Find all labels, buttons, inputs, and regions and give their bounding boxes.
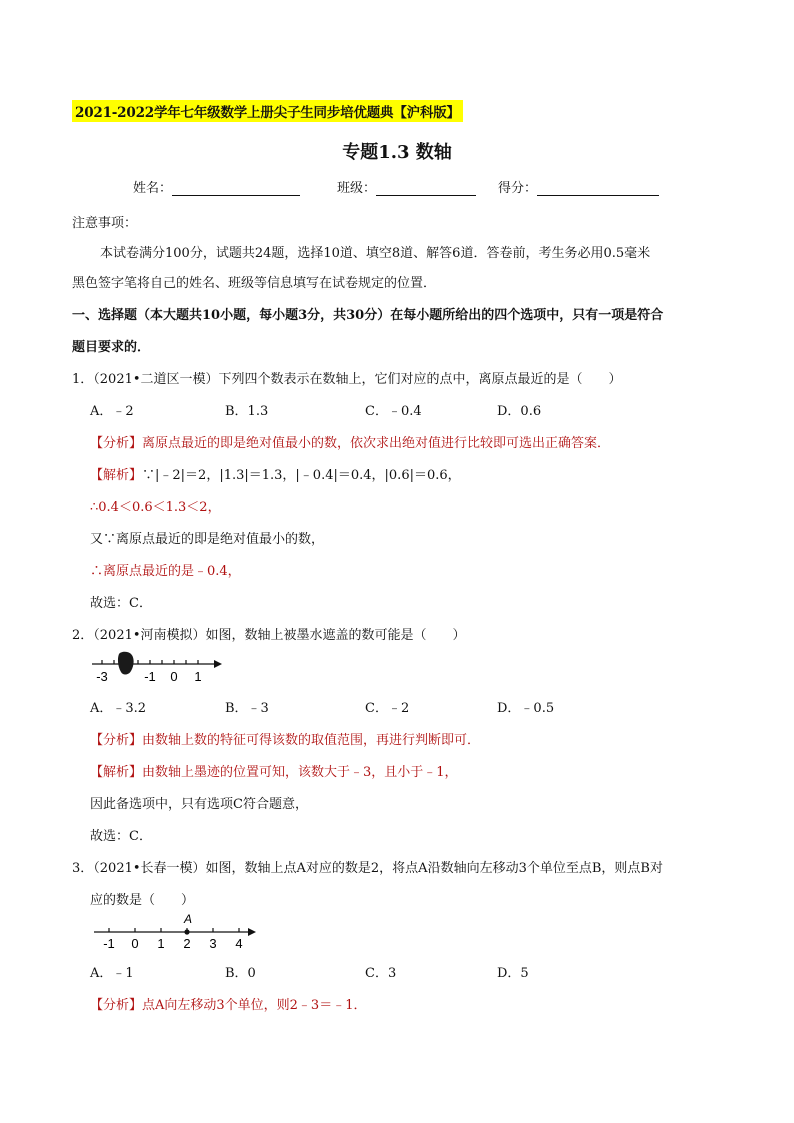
q1-choice-d[interactable]: D．0.6 — [497, 404, 542, 419]
notice-line-1: 本试卷满分100分，试题共24题，选择10道、填空8道、解答6道．答卷前，考生务必用0.5毫米 — [100, 246, 651, 261]
class-label: 班级： — [337, 181, 377, 196]
score-field[interactable] — [498, 177, 659, 196]
q2-solution-line-1: 【解析】由数轴上墨迹的位置可知，该数大于﹣3，且小于﹣1， — [90, 765, 458, 780]
ink-blot-icon — [118, 652, 134, 675]
q2-axis-arrow — [214, 660, 222, 668]
name-blank-line[interactable] — [172, 182, 300, 196]
class-blank-line[interactable] — [376, 182, 476, 196]
q2-choice-c[interactable]: C．﹣2 — [365, 701, 410, 716]
notice-line-2: 黑色签字笔将自己的姓名、班级等信息填写在试卷规定的位置． — [72, 276, 437, 291]
q3-choice-d[interactable]: D．5 — [497, 966, 529, 981]
q2-axis-label: 0 — [170, 669, 178, 684]
q3-axis-label: 1 — [157, 936, 165, 951]
q1-solution-line-1 — [90, 464, 461, 483]
q1-answer: 故选：C． — [90, 596, 152, 611]
q3-stem-line-1: 3．（2021•长春一模）如图，数轴上点A对应的数是2，将点A沿数轴向左移动3个单位至点B，则点B对 — [72, 861, 663, 876]
q2-stem: 2．（2021•河南模拟）如图，数轴上被墨水遮盖的数可能是（ ） — [72, 628, 466, 643]
q1-solution-line-3: 又∵离原点最近的即是绝对值最小的数， — [90, 532, 325, 547]
q3-number-line-figure — [90, 912, 260, 954]
q2-axis-label: -1 — [144, 669, 156, 684]
score-blank-line[interactable] — [537, 182, 659, 196]
q1-choice-c[interactable]: C．﹣0.4 — [365, 404, 422, 419]
point-a-marker — [184, 929, 189, 934]
q1-choice-b[interactable]: B．1.3 — [225, 404, 269, 419]
q2-answer: 故选：C． — [90, 829, 152, 844]
q1-choice-a[interactable]: A．﹣2 — [90, 404, 134, 419]
q2-choices — [90, 697, 690, 716]
q1-stem: 1．（2021•二道区一模）下列四个数表示在数轴上，它们对应的点中，离原点最近的是（ ） — [72, 372, 622, 387]
q3-axis-label: 4 — [235, 936, 243, 951]
q3-axis-label: 0 — [131, 936, 139, 951]
header-banner: 2021-2022学年七年级数学上册尖子生同步培优题典【沪科版】 — [72, 100, 463, 122]
name-field[interactable] — [133, 177, 300, 196]
q3-analysis: 【分析】点A向左移动3个单位，则2﹣3＝﹣1． — [90, 998, 367, 1013]
score-label: 得分： — [498, 181, 538, 196]
q1-solution-line-1-text: ∵|﹣2|＝2，|1.3|＝1.3，|﹣0.4|＝0.4，|0.6|＝0.6， — [142, 468, 461, 483]
q1-analysis: 【分析】离原点最近的即是绝对值最小的数，依次求出绝对值进行比较即可选出正确答案． — [90, 436, 611, 451]
notice-heading: 注意事项： — [72, 216, 138, 231]
name-label: 姓名： — [133, 181, 173, 196]
q2-choice-b[interactable]: B．﹣3 — [225, 701, 269, 716]
section1-heading-line-1: 一、选择题（本大题共10小题，每小题3分，共30分）在每小题所给出的四个选项中，只有一项是符合 — [72, 308, 664, 323]
q2-axis-label: -3 — [96, 669, 108, 684]
q3-choice-b[interactable]: B．0 — [225, 966, 256, 981]
q2-number-line-figure — [88, 650, 228, 686]
q1-solution-tag: 【解析】 — [90, 468, 143, 483]
q3-choice-c[interactable]: C．3 — [365, 966, 397, 981]
document-title: 专题1.3 数轴 — [342, 142, 452, 163]
q3-choice-a[interactable]: A．﹣1 — [90, 966, 134, 981]
section1-heading-line-2: 题目要求的． — [72, 340, 151, 355]
q2-axis-label: 1 — [194, 669, 202, 684]
q3-axis-label: 3 — [209, 936, 217, 951]
q2-choice-d[interactable]: D．﹣0.5 — [497, 701, 555, 716]
point-a-label: A — [183, 912, 193, 926]
q3-stem-line-2: 应的数是（ ） — [90, 893, 195, 908]
class-field[interactable] — [337, 177, 476, 196]
q3-axis-arrow — [248, 928, 256, 936]
q2-analysis: 【分析】由数轴上数的特征可得该数的取值范围，再进行判断即可． — [90, 733, 481, 748]
q3-axis-label: -1 — [103, 936, 115, 951]
q3-choices — [90, 962, 690, 981]
q1-solution-line-2: ∴0.4＜0.6＜1.3＜2， — [90, 500, 221, 515]
q2-choice-a[interactable]: A．﹣3.2 — [90, 701, 147, 716]
q1-solution-line-4: ∴离原点最近的是﹣0.4， — [90, 564, 241, 579]
q3-axis-label: 2 — [183, 936, 191, 951]
q2-solution-line-2: 因此备选项中，只有选项C符合题意， — [90, 797, 308, 812]
q1-choices — [90, 400, 690, 419]
